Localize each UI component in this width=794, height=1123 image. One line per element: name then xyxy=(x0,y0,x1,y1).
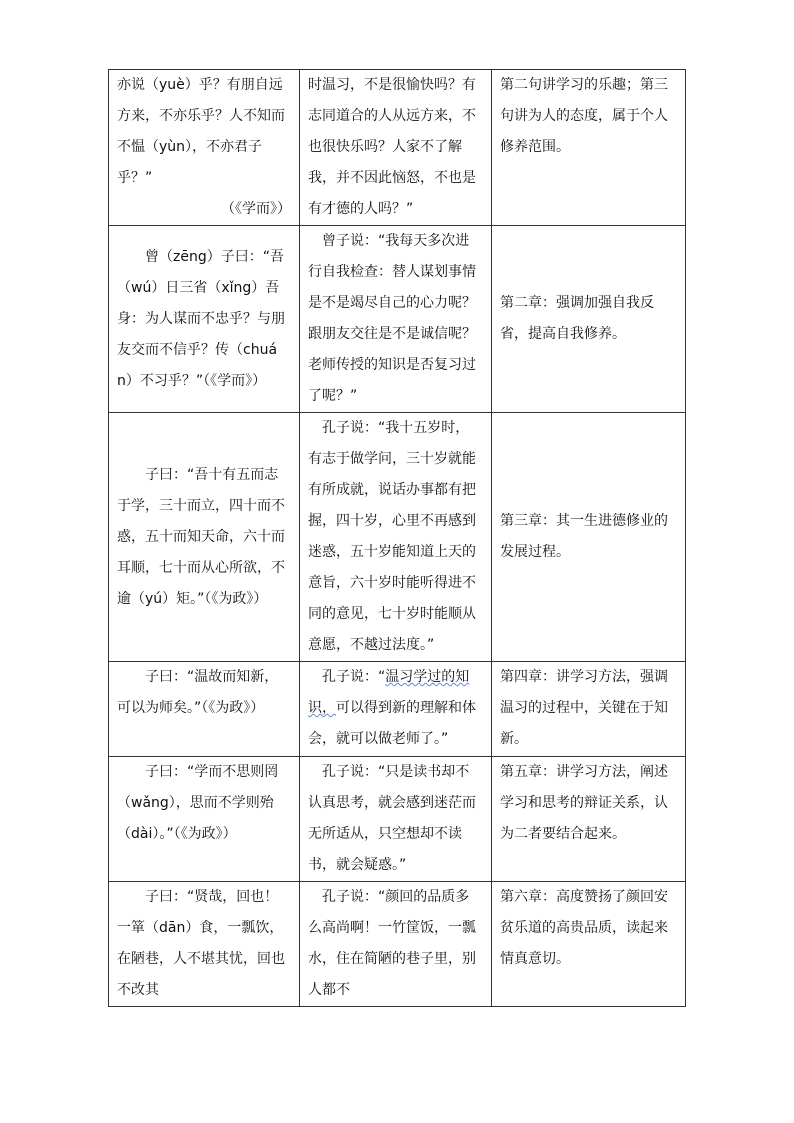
translation-cell xyxy=(300,226,492,413)
analysis-text: 第二句讲学习的乐趣；第三句讲为人的态度，属于个人修养范围。 xyxy=(500,77,668,155)
translation-cell xyxy=(300,882,492,1007)
source-label: （《为政》） xyxy=(201,700,265,716)
translation-text: 孔子说：“只是读书却不认真思考，就会感到迷茫而无所适从，只空想却不读书，就会疑惑。” xyxy=(308,764,476,873)
translation-cell xyxy=(300,413,492,662)
source-label: （《为政》） xyxy=(204,590,268,607)
original-text-cell xyxy=(109,662,300,757)
analysis-cell xyxy=(492,413,686,662)
original-text-cell xyxy=(109,70,300,226)
table-row xyxy=(109,882,686,1007)
source-label: （《为政》） xyxy=(173,826,237,842)
source-label: （《学而》） xyxy=(221,201,291,217)
translation-text: 可以得到新的理解和体会，就可以做老师了。” xyxy=(308,700,476,747)
table-row xyxy=(109,413,686,662)
annotation-table xyxy=(108,69,686,1007)
table-row xyxy=(109,226,686,413)
analysis-cell xyxy=(492,70,686,226)
spellcheck-underline: 温习学过的知识， xyxy=(308,669,470,716)
analysis-cell xyxy=(492,662,686,757)
translation-text: 孔子说：“颜回的品质多么高尚啊！一竹筐饭，一瓢水，住在简陋的巷子里，别人都不 xyxy=(308,889,476,998)
analysis-text: 第四章：讲学习方法，强调温习的过程中，关键在于知新。 xyxy=(500,669,668,747)
original-text: 曾（zēng）子曰：“吾（wú）日三省（xǐng）吾身：为人谋而不忠乎？与朋友交而不信乎？传（chuán）不习乎？” xyxy=(117,248,285,389)
translation-text: 孔子说：“我十五岁时，有志于做学问，三十岁就能有所成就，说话办事都有把握，四十岁，心里不再感到迷惑，五十岁能知道上天的意旨，六十岁时能听得进不同的意见，七十岁时能顺从意愿，不越过法度。” xyxy=(308,420,476,653)
original-text: 子曰：“贤哉，回也！一箪（dān）食，一瓢饮，在陋巷，人不堪其忧，回也不改其 xyxy=(117,889,285,998)
analysis-text: 第六章：高度赞扬了颜回安贫乐道的高贵品质，读起来情真意切。 xyxy=(500,889,668,967)
original-text: 子曰：“学而不思则罔（wǎng），思而不学则殆（dài）。” xyxy=(117,764,279,842)
analysis-text: 第三章：其一生进德修业的发展过程。 xyxy=(500,513,668,560)
original-text: 子曰：“温故而知新，可以为师矣。” xyxy=(117,669,279,716)
original-text: 子曰：“吾十有五而志于学，三十而立，四十而不惑，五十而知天命，六十而耳顺，七十而从心所欲，不逾（yú）矩。” xyxy=(117,466,285,607)
table-row xyxy=(109,662,686,757)
analysis-cell xyxy=(492,226,686,413)
translation-cell xyxy=(300,757,492,882)
analysis-text: 第五章：讲学习方法，阐述学习和思考的辩证关系，认为二者要结合起来。 xyxy=(500,764,668,842)
original-text-cell xyxy=(109,882,300,1007)
original-text-cell xyxy=(109,226,300,413)
translation-cell xyxy=(300,662,492,757)
original-text-cell xyxy=(109,757,300,882)
table-row xyxy=(109,757,686,882)
translation-cell xyxy=(300,70,492,226)
original-text-cell xyxy=(109,413,300,662)
translation-text: 时温习，不是很愉快吗？有志同道合的人从远方来，不也很快乐吗？人家不了解我，并不因此恼怒，不也是有才德的人吗？” xyxy=(308,77,476,217)
source-label: （《学而》） xyxy=(203,372,267,389)
analysis-cell xyxy=(492,757,686,882)
translation-lead: 孔子说：“ xyxy=(322,669,386,685)
analysis-text: 第二章：强调加强自我反省，提高自我修养。 xyxy=(500,295,654,342)
original-text: 亦说（yuè）乎？有朋自远方来，不亦乐乎？人不知而不愠（yùn），不亦君子乎？” xyxy=(117,77,285,186)
analysis-cell xyxy=(492,882,686,1007)
translation-text: 曾子说：“我每天多次进行自我检查：替人谋划事情是不是竭尽自己的心力呢？跟朋友交往是不是诚信呢？老师传授的知识是否复习过了呢？” xyxy=(308,233,476,404)
table-row xyxy=(109,70,686,226)
